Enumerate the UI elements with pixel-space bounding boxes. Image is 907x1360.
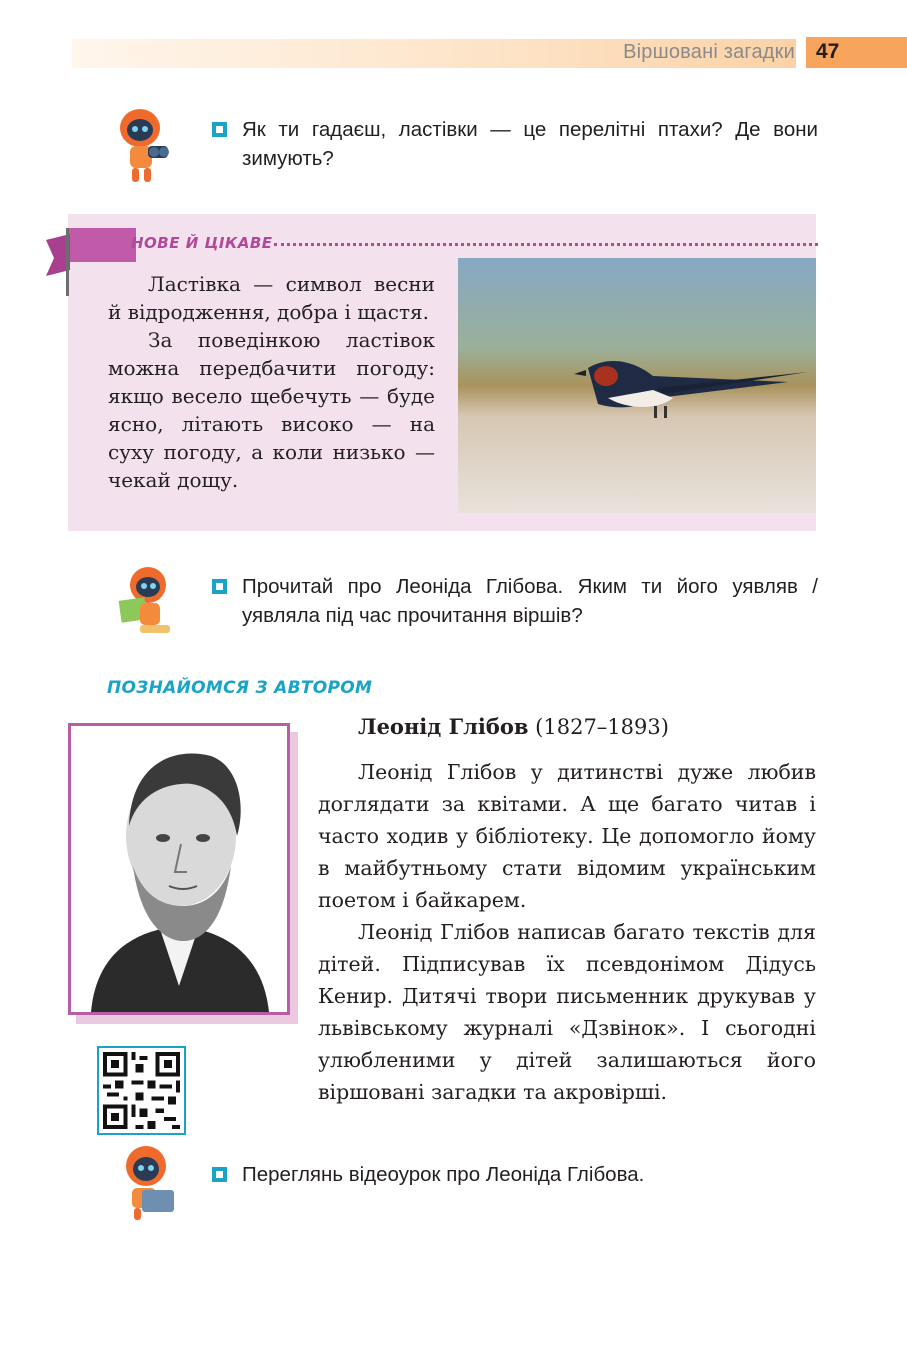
page-number: 47 — [816, 40, 840, 63]
task-bullet-icon — [212, 122, 227, 137]
task-read-about-author — [212, 572, 818, 630]
task-bullet-icon — [212, 579, 227, 594]
bio-paragraph: Леонід Глібов у дитинстві дуже любив доглядати за квітами. А ще багато читав і часто ходив у бібліотеку. Це допомогло йому в майбутньому стати відомим українським поетом і байкарем. — [318, 760, 816, 912]
author-bio — [318, 756, 816, 1108]
info-box-heading: НОВЕ Й ЦІКАВЕ — [131, 234, 273, 252]
author-name: Леонід Глібов — [358, 714, 529, 739]
task-text: Прочитай про Леоніда Глібова. Яким ти його уявляв / уявляла під час прочитання віршів? — [242, 575, 818, 627]
swallow-photo — [458, 258, 816, 513]
info-paragraph: Ластівка — символ весни й відродження, добра і щастя. — [108, 272, 435, 324]
robot-tablet-icon — [112, 1142, 180, 1224]
dotted-divider — [274, 243, 818, 246]
author-portrait — [68, 723, 290, 1015]
task-bullet-icon — [212, 1167, 227, 1182]
author-name-line — [358, 711, 669, 743]
robot-reading-icon — [112, 563, 180, 641]
qr-pattern — [99, 1048, 184, 1133]
author-section-heading: ПОЗНАЙОМСЯ З АВТОРОМ — [107, 678, 373, 698]
task-text: Як ти гадаєш, ластівки — це перелітні птахи? Де вони зимують? — [242, 118, 818, 170]
author-years: (1827–1893) — [535, 715, 669, 739]
qr-code-icon[interactable] — [97, 1046, 186, 1135]
section-title: Віршовані загадки — [623, 41, 795, 63]
info-box-text — [108, 270, 435, 494]
task-watch-video — [212, 1160, 818, 1189]
portrait-drawing — [71, 726, 287, 1012]
task-text: Переглянь відеоурок про Леоніда Глібова. — [242, 1163, 645, 1186]
info-paragraph: За поведінкою ластівок можна передбачити погоду: якщо весело щебечуть — буде ясно, літають високо — на суху погоду, а коли низько — чекай дощу. — [108, 328, 435, 492]
bio-paragraph: Леонід Глібов написав багато текстів для дітей. Підписував їх псевдонімом Дідусь Кенир. Дитячі твори письменник друкував у львівському журналі «Дзвінок». І сьогодні улюбленими у дітей залишаються його віршовані загадки та акровірші. — [318, 920, 816, 1104]
task-question-swallows — [212, 115, 818, 173]
page-number-badge — [806, 37, 907, 68]
robot-binoculars-icon — [110, 106, 184, 186]
